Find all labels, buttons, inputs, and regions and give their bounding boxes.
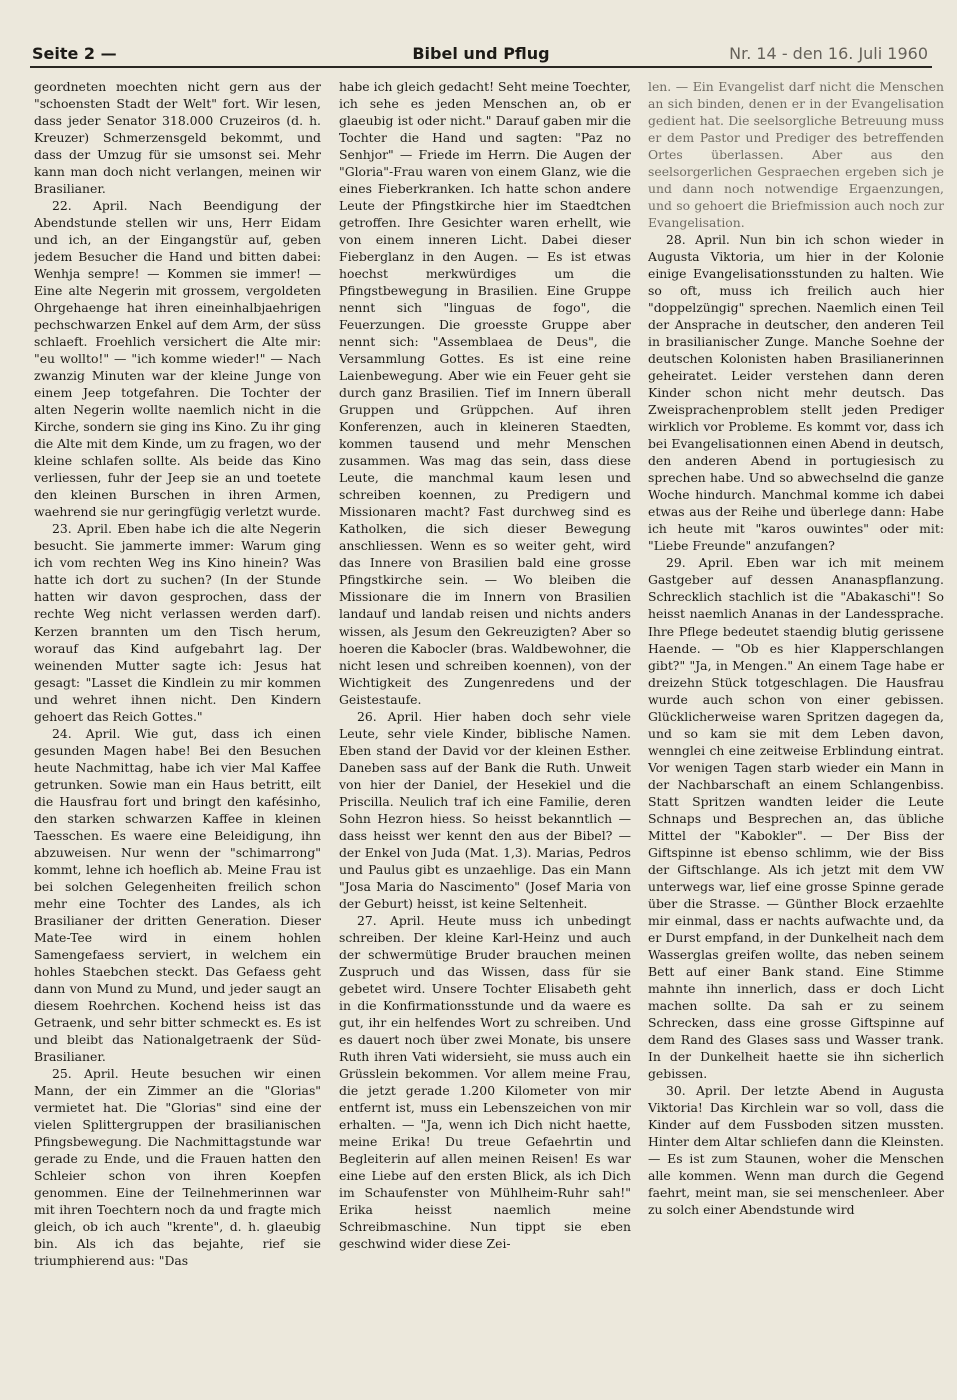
paragraph: 24. April. Wie gut, dass ich einen gesunden Magen habe! Bei den Besuchen heute Nachmittag, habe ich vier Mal Kaffee getrunken. Sowie man ein Haus betritt, eilt die Hausfrau fort und bringt den kafésinho, den starken schwarzen Kaffee in kleinen Taesschen. Es waere eine Beleidigung, ihn abzuweisen. Nur wenn der "schimarrong" kommt, lehne ich hoeflich ab. Meine Frau ist bei solchen Gelegenheiten freilich schon mehr eine Tochter des Landes, als ich Brasilianer der dritten Generation. Dieser Mate-Tee wird in einem hohlen Samengefaess serviert, in welchem ein hohles Staebchen steckt. Das Gefaess geht dann von Mund zu Mund, und jeder saugt an diesem Roehrchen. Kochend heiss ist das Getraenk, und sehr bitter schmeckt es. Es ist und bleibt das Nationalgetraenk der Süd-Brasilianer.	[34, 725, 321, 1064]
paragraph: 28. April. Nun bin ich schon wieder in Augusta Viktoria, um hier in der Kolonie einige Evangelisationsstunden zu halten. Wie so oft, muss ich freilich auch hier "doppelzüngig" sprechen. Naemlich einen Teil der Ansprache in deutscher, den anderen Teil in brasilianischer Zunge. Manche Soehne der deutschen Kolonisten haben Brasilianerinnen geheiratet. Leider verstehen dann deren Kinder schon nicht mehr deutsch. Das Zweisprachenproblem stellt jeden Prediger wirklich vor Probleme. Es kommt vor, dass ich bei Evangelisationnen einen Abend in deutsch, den anderen Abend in portugiesisch zu sprechen habe. Und so abwechselnd die ganze Woche hindurch. Manchmal komme ich dabei etwas aus der Reihe und überlege dann: Habe ich heute mit "karos ouwintes" oder mit: "Liebe Freunde" anzufangen?	[648, 232, 944, 554]
paragraph: 23. April. Eben habe ich die alte Negerin besucht. Sie jammerte immer: Warum ging ich vom rechten Weg ins Kino hinein? Was hatte ich dort zu suchen? (In der Stunde hatten wir davon gesprochen, dass der rechte Weg nicht verlassen werden darf). Kerzen brannten um den Tisch herum, worauf das Kind aufgebahrt lag. Der weinenden Mutter sagte ich: Jesus hat gesagt: "Lasset die Kindlein zu mir kommen und wehret ihnen nicht. Den Kindern gehoert das Reich Gottes."	[34, 521, 321, 724]
paragraph: 22. April. Nach Beendigung der Abendstunde stellen wir uns, Herr Eidam und ich, an der Eingangstür auf, geben jedem Besucher die Hand und bitten dabei: Wenhja sempre! — Kommen sie immer! — Eine alte Negerin mit grossem, vergoldeten Ohrgehaenge hat ihren eineinhalbjaehrigen pechschwarzen Enkel auf dem Arm, der süss schlaeft. Froehlich versichert die Alte mir: "eu wollto!" — "ich komme wieder!" — Nach zwanzig Minuten war der kleine Junge von einem Jeep totgefahren. Die Tochter der alten Negerin wollte naemlich nicht in die Kirche, sondern sie ging ins Kino. Zu ihr ging die Alte mit dem Kinde, um zu fragen, wo der kleine schlafen sollte. Als beide das Kino verliessen, fuhr der Jeep sie an und toetete den kleinen Burschen in ihren Armen, waehrend sie nur geringfügig verletzt wurde.	[34, 198, 321, 520]
text-column-2	[339, 78, 631, 1374]
paragraph: geordneten moechten nicht gern aus der "schoensten Stadt der Welt" fort. Wir lesen, dass jeder Senator 318.000 Cruzeiros (d. h. Kreuzer) Schmerzensgeld bekommt, und dass der Umzug für sie umsonst sei. Mehr kann man doch nicht verlangen, meinen wir Brasilianer.	[34, 79, 321, 197]
header-rule	[30, 66, 932, 68]
text-column-3	[648, 78, 944, 1374]
issue-date: Nr. 14 - den 16. Juli 1960	[729, 44, 928, 63]
paragraph: 29. April. Eben war ich mit meinem Gastgeber auf dessen Ananaspflanzung. Schrecklich stachlich ist die "Abakaschi"! So heisst naemlich Ananas in der Landessprache. Ihre Pflege bedeutet staendig blutig gerissene Haende. — "Ob es hier Klapperschlangen gibt?" "Ja, in Mengen." An einem Tage habe er dreizehn Stück totgeschlagen. Die Hausfrau wurde auch schon von einer gebissen. Glücklicherweise waren Spritzen dagegen da, und so kam sie mit dem Leben davon, wennglei ch eine zeitweise Erblindung eintrat. Vor wenigen Tagen starb wieder ein Mann in der Nachbarschaft an einem Schlangenbiss. Statt Spritzen wandten leider die Leute Schnaps und Besprechen an, das übliche Mittel der "Kabokler". — Der Biss der Giftspinne ist ebenso schlimm, wie der Biss der Giftschlange. Als ich jetzt mit dem VW unterwegs war, lief eine grosse Spinne gerade über die Strasse. — Günther Block erzaehlte mir einmal, dass er nachts aufwachte und, da er Durst empfand, in der Dunkelheit nach dem Wasserglas greifen wollte, das neben seinem Bett auf einer Bank stand. Eine Stimme mahnte ihn innerlich, dass er doch Licht machen sollte. Da sah er zu seinem Schrecken, dass eine grosse Giftspinne auf dem Rand des Glases sass und Wasser trank. In der Dunkelheit haette sie ihn sicherlich gebissen.	[648, 555, 944, 1081]
paragraph: 25. April. Heute besuchen wir einen Mann, der ein Zimmer an die "Glorias" vermietet hat. Die "Glorias" sind eine der vielen Splittergruppen der brasilianischen Pfingsbewegung. Die Nachmittagstunde war gerade zu Ende, und die Frauen hatten den Schleier schon von ihren Koepfen genommen. Eine der Teilnehmerinnen war mit ihren Toechtern noch da und fragte mich gleich, ob ich auch "krente", d. h. glaeubig bin. Als ich das bejahte, rief sie triumphierend aus: "Das	[34, 1065, 321, 1269]
paragraph: len. — Ein Evangelist darf nicht die Menschen an sich binden, denen er in der Evangelisation gedient hat. Die seelsorgliche Betreuung muss er dem Pastor und Prediger des betreffenden Ortes überlassen. Aber aus den seelsorgerlichen Gespraechen ergeben sich je und dann noch notwendige Ergaenzungen, und so gehoert die Briefmission auch noch zur Evangelisation.	[648, 79, 944, 231]
page-header	[30, 42, 932, 68]
paragraph: 26. April. Hier haben doch sehr viele Leute, sehr viele Kinder, biblische Namen. Eben stand der David vor der kleinen Esther. Daneben sass auf der Bank die Ruth. Unweit von hier der Daniel, der Hesekiel und die Priscilla. Neulich traf ich eine Familie, deren Sohn Hezron hiess. So heisst bekanntlich — dass heisst wer kennt den aus der Bibel? — der Enkel von Juda (Mat. 1,3). Marias, Pedros und Paulus gibt es unzaehlige. Das ein Mann "Josa Maria do Nascimento" (Josef Maria von der Geburt) heisst, ist keine Seltenheit.	[339, 708, 631, 911]
publication-title: Bibel und Pflug	[412, 44, 550, 63]
paragraph: habe ich gleich gedacht! Seht meine Toechter, ich sehe es jeden Menschen an, ob er glaeubig ist oder nicht." Darauf gaben mir die Tochter die Hand und sagten: "Paz no Senhjor" — Friede im Herrn. Die Augen der "Gloria"-Frau waren von einem Glanz, wie die eines Fieberkranken. Ich hatte schon andere Leute der Pfingstkirche hier im Staedtchen getroffen. Ihre Gesichter waren erhellt, wie von einem inneren Licht. Dabei dieser Fieberglanz in den Augen. — Es ist etwas hoechst merkwürdiges um die Pfingstbewegung in Brasilien. Eine Gruppe nennt sich "linguas de fogo", die Feuerzungen. Die groesste Gruppe aber nennt sich: "Assemblaea de Deus", die Versammlung Gottes. Es ist eine reine Laienbewegung. Aber wie ein Feuer geht sie durch ganz Brasilien. Tief im Innern überall Gruppen und Grüppchen. Auf ihren Konferenzen, auch in kleineren Staedten, kommen tausend und mehr Menschen zusammen. Was mag das sein, dass diese Leute, die manchmal kaum lesen und schreiben koennen, zu Predigern und Missionaren macht? Fast durchweg sind es Katholken, die sich dieser Bewegung anschliessen. Wenn es so weiter geht, wird das Innere von Brasilien bald eine grosse Pfingstkirche sein. — Wo bleiben die Missionare die im Innern von Brasilien landauf und landab reisen und nichts anders wissen, als Jesum den Gekreuzigten? Aber so hoeren die Kabocler (bras. Waldbewohner, die nicht lesen und schreiben koennen), von der Wichtigkeit des Zungenredens und der Geistestaufe.	[339, 79, 631, 707]
text-column-1	[34, 78, 321, 1374]
page-number: Seite 2 —	[32, 44, 117, 63]
paragraph: 27. April. Heute muss ich unbedingt schreiben. Der kleine Karl-Heinz und auch der schwermütige Bruder brauchen meinen Zuspruch und das Wissen, dass für sie gebetet wird. Unsere Tochter Elisabeth geht in die Konfirmationsstunde und da waere es gut, ihr ein helfendes Wort zu schreiben. Und es dauert noch über zwei Monate, bis unsere Ruth ihren Vati widersieht, sie muss auch ein Grüsslein bekommen. Vor allem meine Frau, die jetzt gerade 1.200 Kilometer von mir entfernt ist, muss ein Lebenszeichen von mir erhalten. — "Ja, wenn ich Dich nicht haette, meine Erika! Du treue Gefaehrtin und Begleiterin auf allen meinen Reisen! Es war eine Liebe auf den ersten Blick, als ich Dich im Schaufenster von Mühlheim-Ruhr sah!" Erika heisst naemlich meine Schreibmaschine. Nun tippt sie eben geschwind wider diese Zei-	[339, 912, 631, 1252]
paragraph: 30. April. Der letzte Abend in Augusta Viktoria! Das Kirchlein war so voll, dass die Kinder auf dem Fussboden sitzen mussten. Hinter dem Altar schliefen dann die Kleinsten. — Es ist zum Staunen, woher die Menschen alle kommen. Wenn man durch die Gegend faehrt, meint man, sie sei menschenleer. Aber zu solch einer Abendstunde wird	[648, 1082, 944, 1218]
